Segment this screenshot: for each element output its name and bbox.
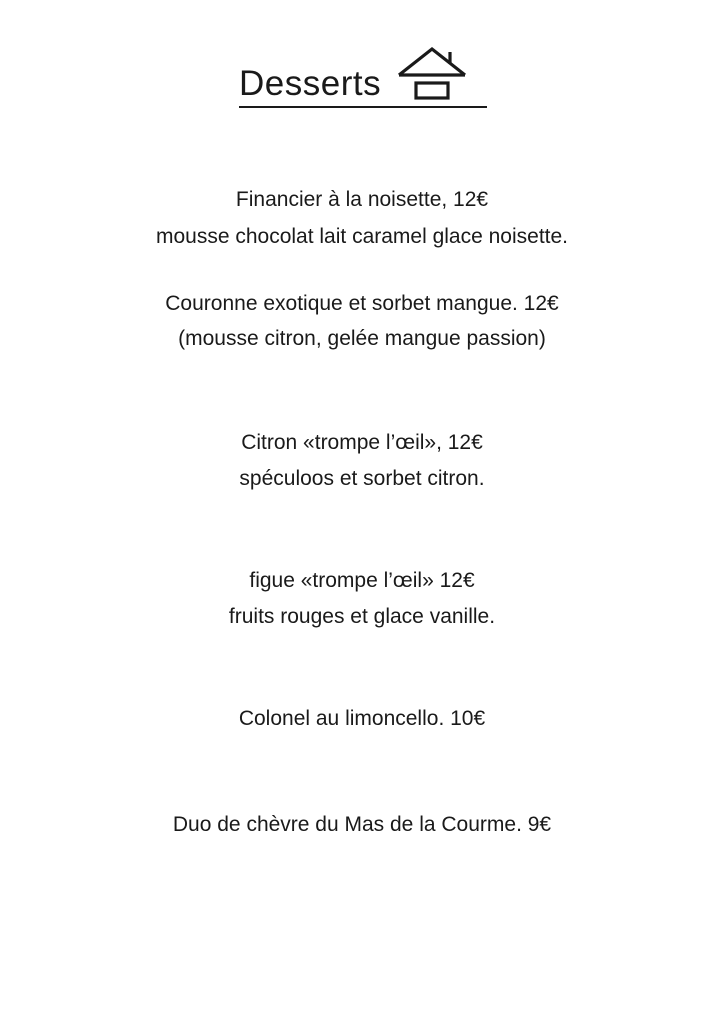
menu-item-description: (mousse citron, gelée mangue passion) <box>178 327 546 350</box>
menu-item-name: Colonel au limoncello. 10€ <box>238 707 486 730</box>
menu-item-description: mousse chocolat lait caramel glace noisette. <box>155 225 569 248</box>
menu-item-name: Couronne exotique et sorbet mangue. 12€ <box>165 292 559 315</box>
menu-item-description: spéculoos et sorbet citron. <box>239 467 485 490</box>
menu-item-name: Financier à la noisette, 12€ <box>235 188 489 211</box>
menu-item-name: figue «trompe l’œil» 12€ <box>249 569 475 592</box>
house-icon <box>397 46 467 106</box>
page-title <box>239 62 487 108</box>
menu-item-name: Citron «trompe l’œil», 12€ <box>241 431 483 454</box>
title-text: Desserts <box>239 64 382 103</box>
menu-item-name: Duo de chèvre du Mas de la Courme. 9€ <box>172 813 552 836</box>
menu-item-description: fruits rouges et glace vanille. <box>228 605 496 628</box>
